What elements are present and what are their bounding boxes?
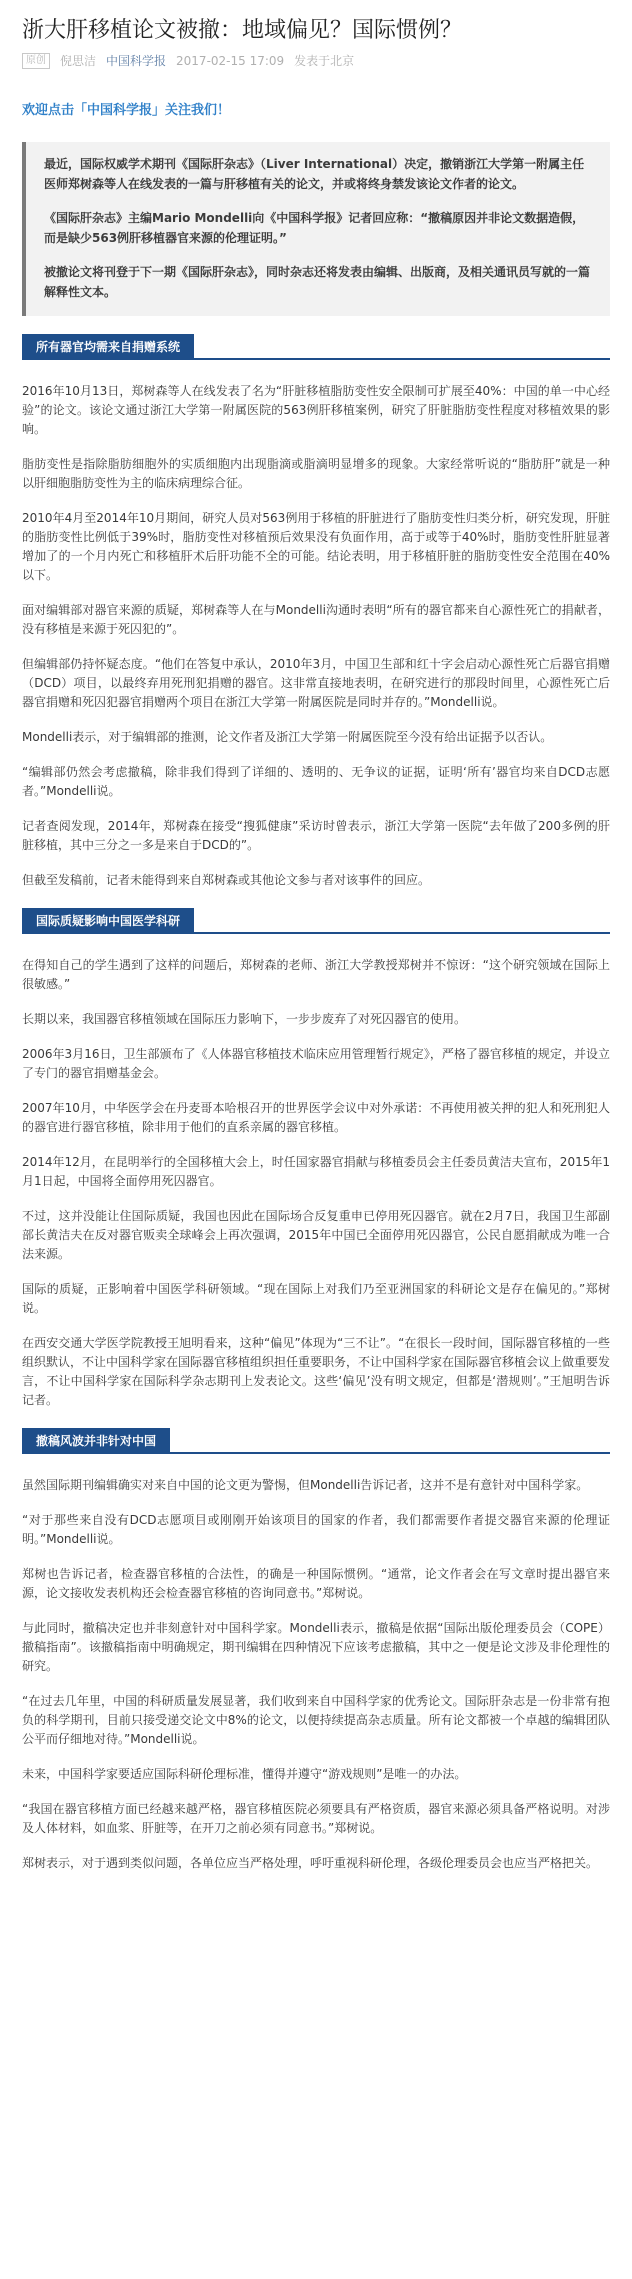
body-paragraph: 在得知自己的学生遇到了这样的问题后，郑树森的老师、浙江大学教授郑树并不惊讶：“这个研究领域在国际上很敏感。” bbox=[22, 958, 610, 991]
section-body bbox=[22, 1476, 610, 1873]
section-body bbox=[22, 382, 610, 890]
lead-paragraph: 《国际肝杂志》主编Mario Mondelli向《中国科学报》记者回应称：“撤稿原因并非论文数据造假，而是缺少563例肝移植器官来源的伦理证明。” bbox=[44, 211, 585, 245]
body-paragraph: 未来，中国科学家要适应国际科研伦理标准，懂得并遵守“游戏规则”是唯一的办法。 bbox=[22, 1767, 467, 1781]
follow-account-name[interactable]: 中国科学报 bbox=[87, 103, 153, 118]
body-paragraph: 在西安交通大学医学院教授王旭明看来，这种“偏见”体现为“三不让”。“在很长一段时间，国际器官移植的一些组织默认，不让中国科学家在国际器官移植组织担任重要职务，不让中国科学家在国际器官移植会议上做重要发言，不让中国科学家在国际科学杂志期刊上发表论文。这些‘偏见’没有明文规定，但都是‘潜规则’。”王旭明告诉记者。 bbox=[22, 1336, 611, 1407]
body-paragraph: “编辑部仍然会考虑撤稿，除非我们得到了详细的、透明的、无争议的证据，证明‘所有’器官均来自DCD志愿者。”Mondelli说。 bbox=[22, 765, 610, 798]
section-heading-rule bbox=[194, 932, 610, 934]
body-paragraph: 2007年10月，中华医学会在丹麦哥本哈根召开的世界医学会议中对外承诺：不再使用被关押的犯人和死刑犯人的器官进行器官移植，除非用于他们的直系亲属的器官移植。 bbox=[22, 1101, 610, 1134]
follow-suffix: 」关注我们！ bbox=[152, 103, 231, 118]
body-paragraph: 但截至发稿前，记者未能得到来自郑树森或其他论文参与者对该事件的回应。 bbox=[22, 873, 431, 887]
section-heading-label: 国际质疑影响中国医学科研 bbox=[22, 908, 194, 934]
body-paragraph: 2014年12月，在昆明举行的全国移植大会上，时任国家器官捐献与移植委员会主任委员黄洁夫宣布，2015年1月1日起，中国将全面停用死囚器官。 bbox=[22, 1155, 610, 1188]
section-body bbox=[22, 956, 610, 1410]
body-paragraph: 脂肪变性是指除脂肪细胞外的实质细胞内出现脂滴或脂滴明显增多的现象。大家经常听说的“脂肪肝”就是一种以肝细胞脂肪变性为主的临床病理综合征。 bbox=[22, 457, 610, 490]
publish-date: 2017-02-15 17:09 bbox=[176, 53, 285, 68]
body-paragraph: Mondelli表示，对于编辑部的推测，论文作者及浙江大学第一附属医院至今没有给出证据予以否认。 bbox=[22, 730, 553, 744]
body-paragraph: 2010年4月至2014年10月期间，研究人员对563例用于移植的肝脏进行了脂肪变性归类分析，研究发现，肝脏的脂肪变性比例低于39%时，脂肪变性对移植预后效果没有负面作用，高于或等于40%时，脂肪变性肝脏显著增加了的一个月内死亡和移植肝术后肝功能不全的可能。结论表明，用于移植肝脏的脂肪变性安全范围在40%以下。 bbox=[22, 511, 610, 582]
lead-paragraph: 被撤论文将刊登于下一期《国际肝杂志》，同时杂志还将发表由编辑、出版商，及相关通讯员写就的一篇解释性文本。 bbox=[44, 265, 591, 299]
body-paragraph: “对于那些来自没有DCD志愿项目或刚刚开始该项目的国家的作者，我们都需要作者提交器官来源的伦理证明。”Mondelli说。 bbox=[22, 1513, 610, 1546]
body-paragraph: 虽然国际期刊编辑确实对来自中国的论文更为警惕，但Mondelli告诉记者，这并不是有意针对中国科学家。 bbox=[22, 1478, 589, 1492]
original-tag: 原创 bbox=[22, 53, 50, 69]
section-heading-label: 所有器官均需来自捐赠系统 bbox=[22, 334, 194, 360]
author-name: 倪思洁 bbox=[60, 54, 97, 68]
body-paragraph: “在过去几年里，中国的科研质量发展显著，我们收到来自中国科学家的优秀论文。国际肝杂志是一份非常有抱负的科学期刊，目前只接受递交论文中8%的论文，以便持续提高杂志质量。所有论文都被一个卓越的编辑团队公平而仔细地对待。”Mondelli说。 bbox=[22, 1694, 610, 1746]
body-paragraph: 长期以来，我国器官移植领域在国际压力影响下，一步步废弃了对死囚器官的使用。 bbox=[22, 1012, 467, 1026]
body-paragraph: 不过，这并没能让住国际质疑，我国也因此在国际场合反复重申已停用死囚器官。就在2月7日，我国卫生部副部长黄洁夫在反对器官贩卖全球峰会上再次强调，2015年中国已全面停用死囚器官，公民自愿捐献成为唯一合法来源。 bbox=[22, 1209, 610, 1261]
section-heading bbox=[22, 906, 610, 936]
body-paragraph: 郑树也告诉记者，检查器官移植的合法性，的确是一种国际惯例。“通常，论文作者会在写文章时提出器官来源，论文接收发表机构还会检查器官移植的咨询同意书。”郑树说。 bbox=[22, 1567, 610, 1600]
section-heading bbox=[22, 332, 610, 362]
publish-location: 发表于北京 bbox=[294, 54, 355, 68]
source-link[interactable]: 中国科学报 bbox=[106, 54, 167, 68]
body-paragraph: 但编辑部仍持怀疑态度。“他们在答复中承认，2010年3月，中国卫生部和红十字会启动心源性死亡后器官捐赠（DCD）项目，以最终弃用死刑犯捐赠的器官。这非常直接地表明，在研究进行的那段时间里，心源性死亡后器官捐赠和死囚犯器官捐赠两个项目在浙江大学第一附属医院是同时并存的。”Mondelli说。 bbox=[22, 657, 610, 709]
lead-summary bbox=[22, 142, 610, 316]
follow-prefix: 欢迎点击「 bbox=[22, 103, 88, 118]
body-paragraph: 面对编辑部对器官来源的质疑，郑树森等人在与Mondelli沟通时表明“所有的器官都来自心源性死亡的捐献者，没有移植是来源于死囚犯的”。 bbox=[22, 603, 610, 636]
section-heading bbox=[22, 1426, 610, 1456]
section-heading-rule bbox=[170, 1452, 610, 1454]
body-paragraph: “我国在器官移植方面已经越来越严格，器官移植医院必须要具有严格资质，器官来源必须具备严格说明。对涉及人体材料，如血浆、肝脏等，在开刀之前必须有同意书。”郑树说。 bbox=[22, 1802, 610, 1835]
body-paragraph: 2016年10月13日，郑树森等人在线发表了名为“肝脏移植脂肪变性安全限制可扩展至40%：中国的单一中心经验”的论文。该论文通过浙江大学第一附属医院的563例肝移植案例，研究了肝脏脂肪变性程度对移植效果的影响。 bbox=[22, 384, 610, 436]
body-paragraph: 记者查阅发现，2014年，郑树森在接受“搜狐健康”采访时曾表示，浙江大学第一医院“去年做了200多例的肝脏移植，其中三分之一多是来自于DCD的”。 bbox=[22, 819, 610, 852]
section-heading-rule bbox=[194, 358, 610, 360]
body-paragraph: 郑树表示，对于遇到类似问题，各单位应当严格处理，呼吁重视科研伦理，各级伦理委员会也应当严格把关。 bbox=[22, 1856, 599, 1870]
body-paragraph: 与此同时，撤稿决定也并非刻意针对中国科学家。Mondelli表示，撤稿是依据“国际出版伦理委员会（COPE）撤稿指南”。该撤稿指南中明确规定，期刊编辑在四种情况下应该考虑撤稿，其中之一便是论文涉及非伦理性的研究。 bbox=[22, 1621, 610, 1673]
article-meta bbox=[22, 52, 610, 69]
article-title: 浙大肝移植论文被撤：地域偏见？国际惯例？ bbox=[22, 18, 463, 43]
follow-prompt[interactable] bbox=[22, 99, 610, 118]
section-heading-label: 撤稿风波并非针对中国 bbox=[22, 1428, 170, 1454]
lead-paragraph: 最近，国际权威学术期刊《国际肝杂志》（Liver International）决定，撤销浙江大学第一附属主任医师郑树森等人在线发表的一篇与肝移植有关的论文，并或将终身禁发该论文作者的论文。 bbox=[44, 157, 585, 191]
body-paragraph: 国际的质疑，正影响着中国医学科研领域。“现在国际上对我们乃至亚洲国家的科研论文是存在偏见的。”郑树说。 bbox=[22, 1282, 610, 1315]
body-paragraph: 2006年3月16日，卫生部颁布了《人体器官移植技术临床应用管理暂行规定》，严格了器官移植的规定，并设立了专门的器官捐赠基金会。 bbox=[22, 1047, 610, 1080]
